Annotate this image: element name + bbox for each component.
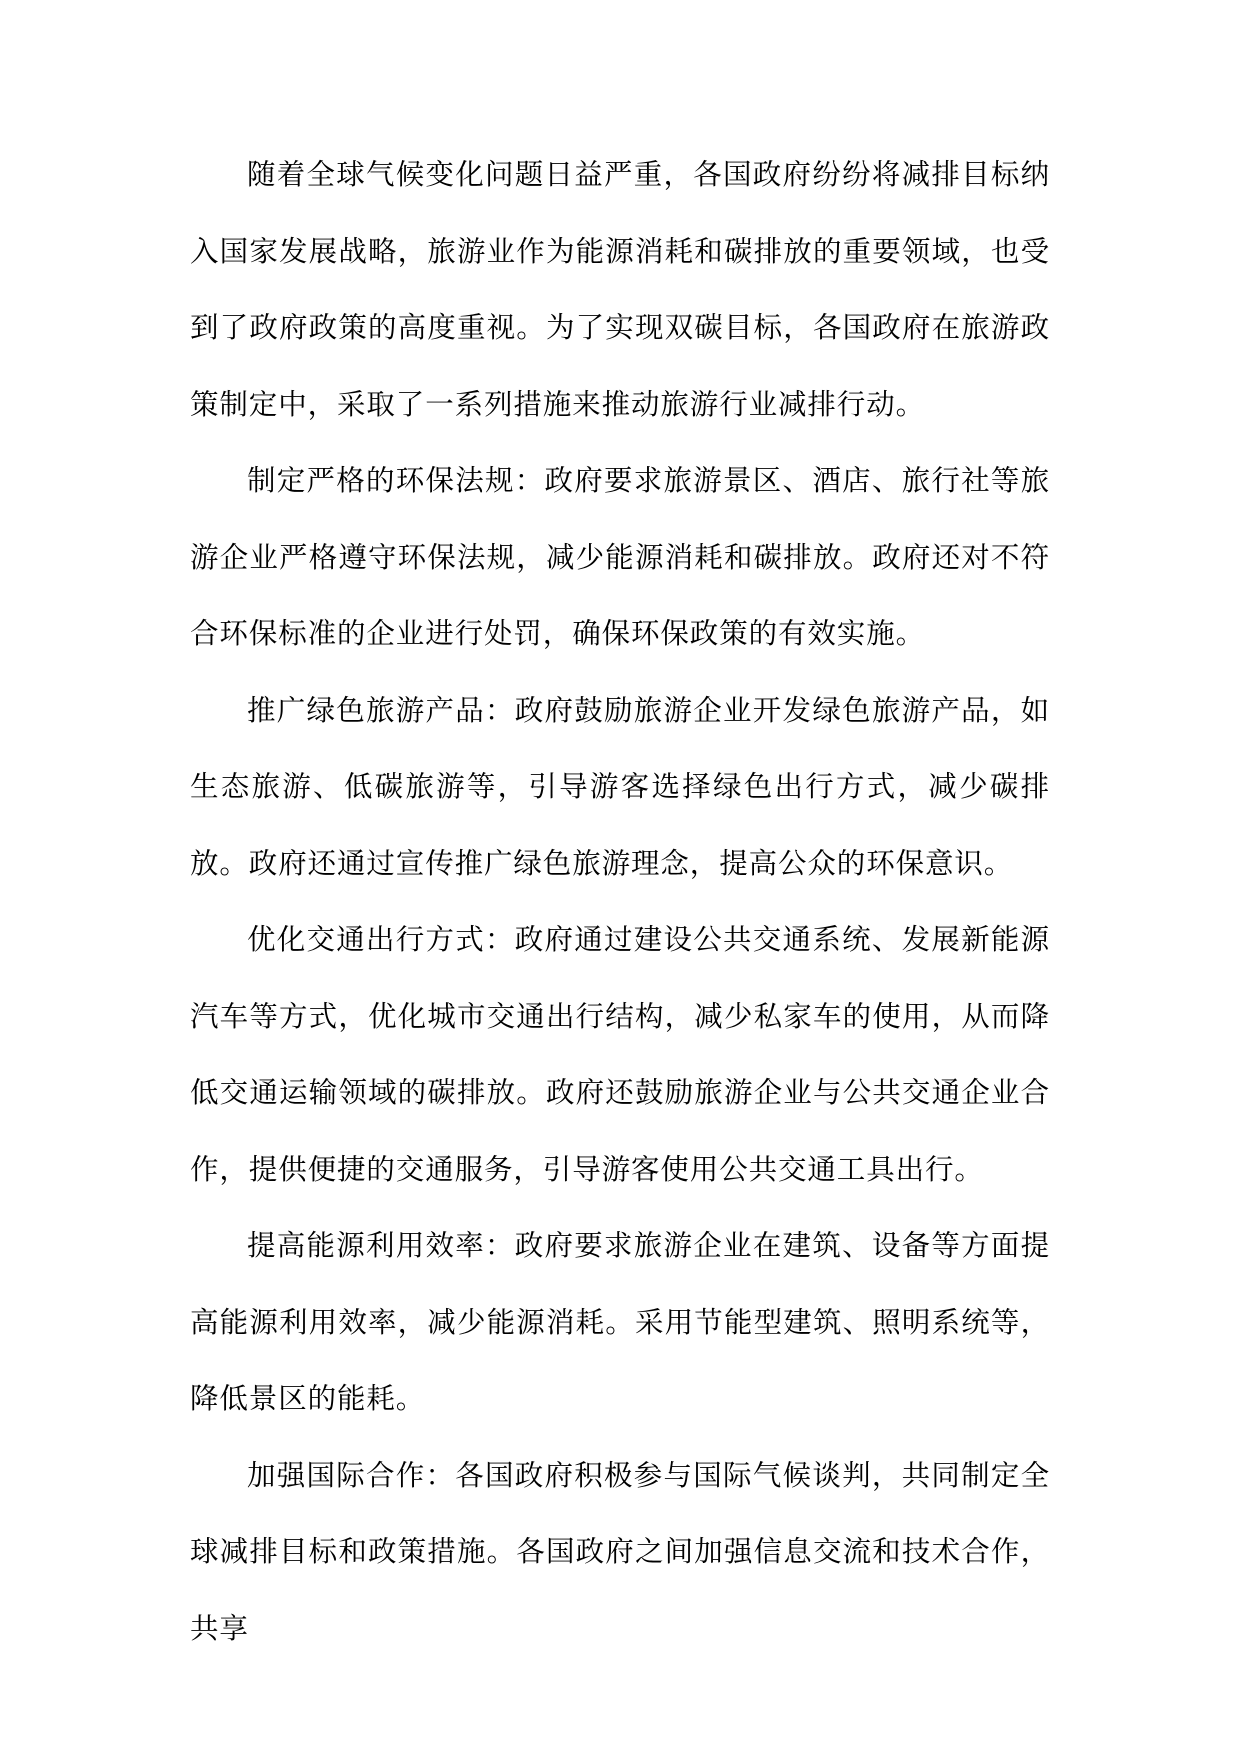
paragraph-international-cooperation: 加强国际合作：各国政府积极参与国际气候谈判，共同制定全球减排目标和政策措施。各国政府之间加强信息交流和技术合作，共享	[190, 1458, 1050, 1645]
paragraph-intro: 随着全球气候变化问题日益严重，各国政府纷纷将减排目标纳入国家发展战略，旅游业作为能源消耗和碳排放的重要领域，也受到了政府政策的高度重视。为了实现双碳目标，各国政府在旅游政策制定中，采取了一系列措施来推动旅游行业减排行动。	[190, 158, 1050, 421]
paragraph-green-tourism-products: 推广绿色旅游产品：政府鼓励旅游企业开发绿色旅游产品，如生态旅游、低碳旅游等，引导游客选择绿色出行方式，减少碳排放。政府还通过宣传推广绿色旅游理念，提高公众的环保意识。	[190, 693, 1050, 880]
paragraph-energy-efficiency: 提高能源利用效率：政府要求旅游企业在建筑、设备等方面提高能源利用效率，减少能源消耗。采用节能型建筑、照明系统等，降低景区的能耗。	[190, 1229, 1050, 1415]
paragraph-transport-optimization: 优化交通出行方式：政府通过建设公共交通系统、发展新能源汽车等方式，优化城市交通出行结构，减少私家车的使用，从而降低交通运输领域的碳排放。政府还鼓励旅游企业与公共交通企业合作，提供便捷的交通服务，引导游客使用公共交通工具出行。	[190, 923, 1050, 1186]
paragraph-environmental-regulations: 制定严格的环保法规：政府要求旅游景区、酒店、旅行社等旅游企业严格遵守环保法规，减少能源消耗和碳排放。政府还对不符合环保标准的企业进行处罚，确保环保政策的有效实施。	[190, 464, 1050, 650]
document-body	[190, 137, 1050, 1667]
